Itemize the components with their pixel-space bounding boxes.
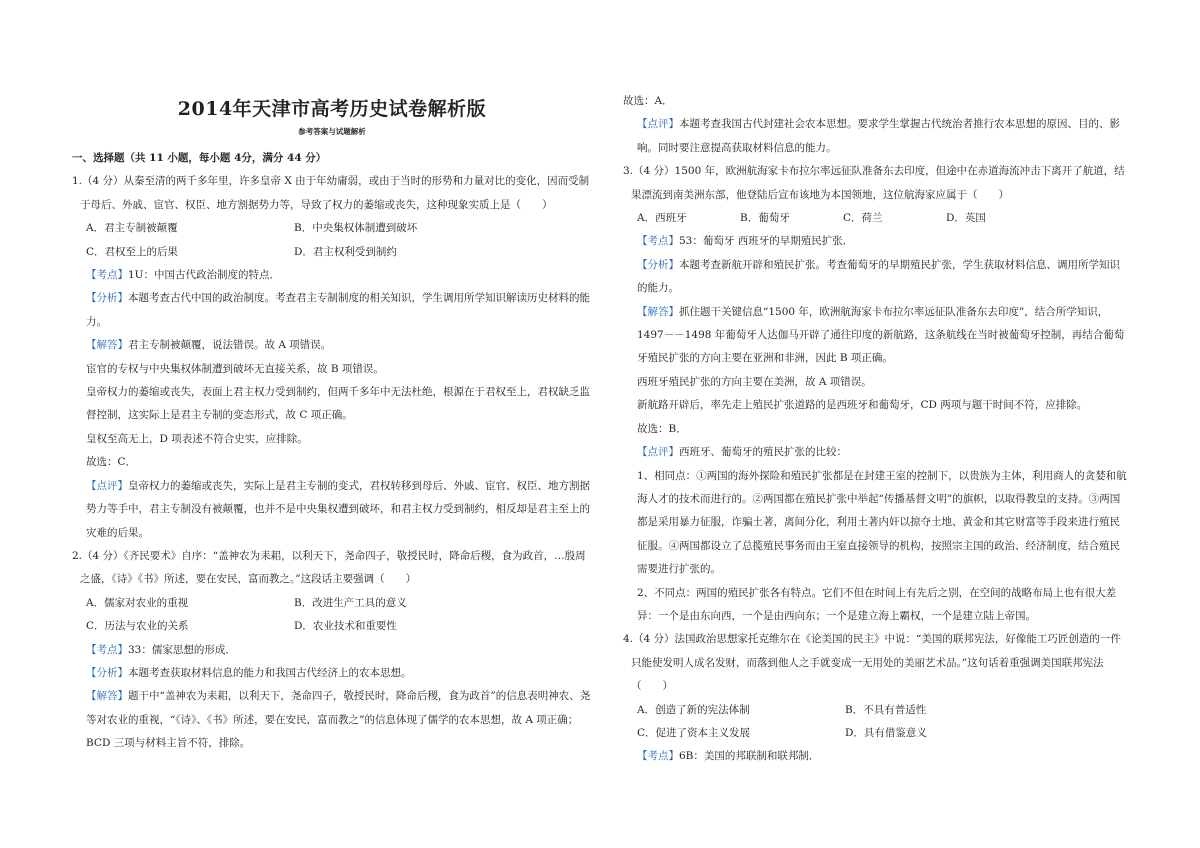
fenxi-text: 本题考查古代中国的政治制度。考查君主专制制度的相关知识，学生调用所学知识解读历史材料的能力。 — [86, 292, 590, 328]
question-2-kaodian — [72, 639, 592, 662]
page-title: 2014年天津市高考历史试卷解析版 — [177, 98, 487, 120]
question-2-stem: 2.（4 分）《齐民要术》自序：“盖神农为耒耜，以利天下，尧命四子，敬授民时，降命后稷，食为政首，…殷周之盛，《诗》《书》所述，要在安民，富而教之。”这段话主要强调（ ） — [72, 549, 586, 586]
jieda-text: 题干中“盖神农为耒耜，以利天下，尧命四子，敬授民时，降命后稷，食为政首”的信息表明神农、尧等对农业的重视，“《诗》、《书》所述，要在安民，富而教之”的信息体现了儒学的农本思想，故 A 项正确；BCD 三项与材料主旨不符，排除。 — [86, 690, 591, 750]
fenxi-tag: 【分析】 — [86, 666, 128, 679]
jieda-tag: 【解答】 — [637, 305, 679, 318]
fenxi-text: 本题考查获取材料信息的能力和我国古代经济上的农本思想。 — [128, 666, 412, 679]
question-2-option-a: A．儒家对农业的重视 — [86, 596, 189, 609]
question-3-answer: 故选：B． — [637, 422, 687, 435]
kaodian-text: 6B：美国的邦联制和联邦制． — [679, 750, 820, 763]
question-1-option-b: B．中央集权体制遭到破坏 — [294, 222, 418, 235]
question-3-line: 西班牙殖民扩张的方向主要在美洲，故 A 项错误。 — [637, 375, 872, 388]
question-1-kaodian — [72, 264, 592, 287]
question-3-options-row — [623, 207, 1129, 230]
dianping-tag: 【点评】 — [637, 446, 679, 459]
kaodian-text: 33：儒家思想的形成． — [128, 643, 236, 656]
dianping-tag: 【点评】 — [637, 118, 679, 131]
question-2-option-b: B．改进生产工具的意义 — [294, 596, 407, 609]
question-4-option-d: D．具有借鉴意义 — [845, 726, 927, 739]
question-1-stem: 1.（4 分）从秦至清的两千多年里，许多皇帝 X 由于年幼庸弱，或由于当时的形势和力量对比的变化，因而受制于母后、外戚、宦官、权臣、地方割据势力等，导致了权力的萎缩或丧失，这种现象实质上是（ ） — [72, 175, 590, 211]
question-2-fenxi — [72, 662, 592, 685]
question-2-answer: 故选：A． — [623, 95, 673, 107]
question-2-option-c: C．历法与农业的关系 — [86, 620, 189, 633]
kaodian-tag: 【考点】 — [86, 269, 128, 282]
question-1-line: 皇帝权力的萎缩或丧失，表面上君主权力受到制约，但两千多年中无法杜绝，根源在于君权至上，君权缺乏监督控制，这实际上是君主专制的变态形式，故 C 项正确。 — [86, 386, 590, 422]
question-1-option-c: C．君权至上的后果 — [86, 245, 179, 258]
question-4-options-row-2 — [623, 722, 1129, 745]
question-3-stem: 3.（4 分）1500 年，欧洲航海家卡布拉尔率远征队准备东去印度，但途中在赤道海流冲击下离开了航道，结果漂流到南美洲东部，他登陆后宣布该地为本国领地，这位航海家应属于（ ） — [623, 165, 1125, 201]
kaodian-tag: 【考点】 — [86, 643, 128, 656]
section-heading: 一、选择题（共 11 小题，每小题 4分，满分 44 分） — [72, 152, 327, 164]
question-4-stem: 4.（4 分）法国政治思想家托克维尔在《论美国的民主》中说：“美国的联邦宪法，好像能工巧匠创造的一件只能使发明人成名发财，而落到他人之手就变成一无用处的美丽艺术品。”这句话着重强调美国联邦宪法（ ） — [623, 633, 1121, 693]
question-2-dianping — [623, 113, 1129, 160]
dianping-tag: 【点评】 — [86, 479, 128, 492]
question-2-options-row-2 — [72, 615, 592, 638]
question-4-options-row-1 — [623, 699, 1129, 722]
question-2-jieda — [72, 685, 592, 755]
kaodian-text: 53：葡萄牙 西班牙的早期殖民扩张． — [679, 235, 854, 248]
dianping-text: 皇帝权力的萎缩或丧失，实际上是君主专制的变式，君权转移到母后、外戚、宦官、权臣、地方割据势力等手中，君主专制没有被颠覆，也并不是中央集权遭到破坏，和君主权力受到制约，相反却是君主至上的灾难的后果。 — [86, 479, 590, 539]
question-3-option-c: C．荷兰 — [843, 212, 883, 225]
question-1-line: 皇权至高无上，D 项表述不符合史实，应排除。 — [86, 432, 308, 445]
question-3-point-2: 2、不同点：两国的殖民扩张各有特点。它们不但在时间上有先后之别，在空间的战略布局上也有很大差异：一个是由东向西，一个是由西向东；一个是建立海上霸权，一个是建立陆上帝国。 — [637, 586, 1117, 622]
question-3-kaodian — [623, 230, 1129, 253]
fenxi-tag: 【分析】 — [637, 258, 679, 271]
question-1-line: 宦官的专权与中央集权体制遭到破坏无直接关系，故 B 项错误。 — [86, 362, 384, 375]
fenxi-tag: 【分析】 — [86, 292, 128, 305]
question-1-answer: 故选：C． — [86, 456, 137, 469]
kaodian-tag: 【考点】 — [637, 750, 679, 763]
question-2-options-row-1 — [72, 592, 592, 615]
left-flow — [72, 147, 592, 756]
kaodian-tag: 【考点】 — [637, 235, 679, 248]
question-3-fenxi — [623, 254, 1129, 301]
question-3-point-1: 1、相同点：①两国的海外探险和殖民扩张都是在封建王室的控制下，以贵族为主体，利用商人的贪婪和航海人才的技术而进行的。②两国都在殖民扩张中举起“传播基督文明”的旗帜，以取得教皇的支持。③两国都是采用暴力征服，诈骗土著，离间分化，利用土著内奸以掠夺土地、黄金和其它财富等手段来进行殖民征服。④两国都设立了总揽殖民事务而由王室直接领导的机构，按照宗主国的政治、经济制度，结合殖民需要进行扩张的。 — [637, 469, 1127, 576]
jieda-text: 君主专制被颠覆，说法错误。故 A 项错误。 — [128, 339, 332, 352]
question-1-option-d: D．君主权利受到制约 — [294, 245, 397, 258]
question-3-option-b: B．葡萄牙 — [740, 212, 790, 225]
jieda-tag: 【解答】 — [86, 339, 128, 352]
fenxi-text: 本题考查新航开辟和殖民扩张。考查葡萄牙的早期殖民扩张，学生获取材料信息、调用所学知识的能力。 — [637, 258, 1120, 295]
question-4-option-a: A．创造了新的宪法体制 — [637, 703, 750, 716]
question-4-option-c: C．促进了资本主义发展 — [637, 726, 751, 739]
question-1-options-row-2 — [72, 241, 592, 264]
question-4-kaodian — [623, 745, 1129, 768]
question-1-dianping — [72, 475, 592, 545]
page-subtitle: 参考答案与试题解析 — [298, 127, 366, 136]
question-3-line: 新航路开辟后，率先走上殖民扩张道路的是西班牙和葡萄牙，CD 两项与题干时间不符，应排除。 — [637, 399, 1088, 412]
jieda-text: 抓住题干关键信息“1500 年，欧洲航海家卡布拉尔率远征队准备东去印度”，结合所学知识，1497－－1498 年葡萄牙人达伽马开辟了通往印度的新航路，这条航线在当时被葡萄牙控制，再结合葡萄牙殖民扩张的方向主要在亚洲和非洲，因此 B 项正确。 — [637, 305, 1125, 365]
question-3-option-a: A．西班牙 — [637, 212, 687, 225]
question-4-option-b: B．不具有普适性 — [845, 703, 927, 716]
question-3-dianping — [623, 441, 1129, 464]
question-3-jieda — [623, 301, 1129, 371]
right-flow — [623, 90, 1129, 769]
dianping-text: 西班牙、葡萄牙的殖民扩张的比较： — [679, 446, 847, 459]
jieda-tag: 【解答】 — [86, 690, 128, 703]
question-2-option-d: D．农业技术和重要性 — [294, 620, 397, 633]
question-1-options-row-1 — [72, 217, 592, 240]
question-1-jieda — [72, 334, 592, 357]
question-1-option-a: A．君主专制被颠覆 — [86, 222, 178, 235]
question-3-option-d: D．英国 — [946, 212, 986, 225]
question-1-fenxi — [72, 287, 592, 334]
kaodian-text: 1U：中国古代政治制度的特点． — [128, 269, 281, 282]
dianping-text: 本题考查我国古代封建社会农本思想。要求学生掌握古代统治者推行农本思想的原因、目的、影响。同时要注意提高获取材料信息的能力。 — [637, 118, 1120, 154]
